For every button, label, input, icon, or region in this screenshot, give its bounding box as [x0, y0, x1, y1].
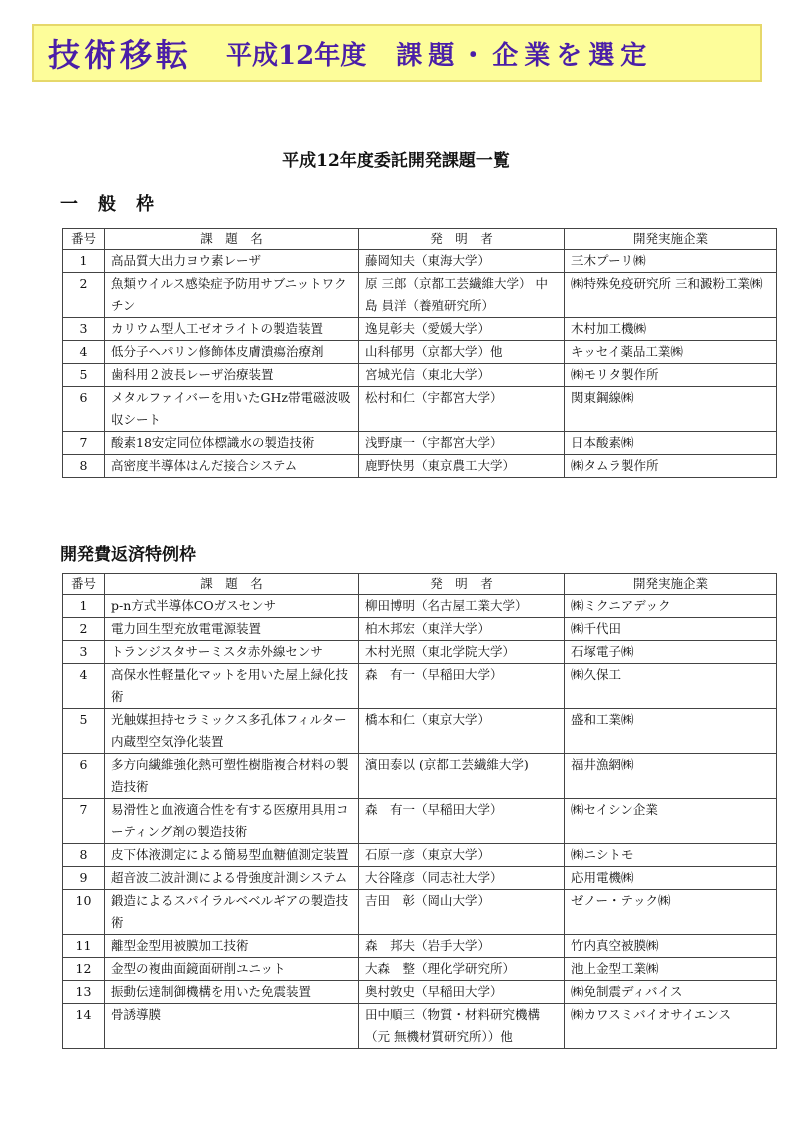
table-row — [63, 387, 777, 432]
row-number: 9 — [63, 867, 105, 890]
section-heading-general: 一般枠 — [60, 194, 174, 215]
row-inventor: 柳田博明（名古屋工業大学） — [359, 595, 565, 618]
row-company: ㈱免制震ディバイス — [565, 981, 777, 1004]
section-heading-repayment: 開発費返済特例枠 — [60, 545, 196, 565]
row-number: 2 — [63, 618, 105, 641]
column-header-number: 番号 — [63, 229, 105, 250]
row-inventor: 濱田泰以 (京都工芸繊維大学) — [359, 754, 565, 799]
row-title: 鍛造によるスパイラルベベルギアの製造技術 — [105, 890, 359, 935]
row-title: カリウム型人工ゼオライトの製造装置 — [105, 318, 359, 341]
row-inventor: 大谷隆彦（同志社大学） — [359, 867, 565, 890]
table-row — [63, 618, 777, 641]
row-company: 池上金型工業㈱ — [565, 958, 777, 981]
row-title: 金型の複曲面鏡面研削ユニット — [105, 958, 359, 981]
document-title: 平成12年度委託開発課題一覧 — [282, 151, 510, 171]
row-inventor: 松村和仁（宇都宮大学） — [359, 387, 565, 432]
table-row — [63, 799, 777, 844]
column-header-company: 開発実施企業 — [565, 574, 777, 595]
row-inventor: 田中順三（物質・材料研究機構（元 無機材質研究所））他 — [359, 1004, 565, 1049]
table-row — [63, 754, 777, 799]
row-number: 5 — [63, 709, 105, 754]
row-title: 多方向繊維強化熱可塑性樹脂複合材料の製造技術 — [105, 754, 359, 799]
row-number: 3 — [63, 641, 105, 664]
table-row — [63, 958, 777, 981]
row-number: 12 — [63, 958, 105, 981]
row-number: 4 — [63, 664, 105, 709]
row-number: 4 — [63, 341, 105, 364]
table-row — [63, 709, 777, 754]
column-header-title: 課 題 名 — [105, 574, 359, 595]
row-inventor: 大森 整（理化学研究所） — [359, 958, 565, 981]
row-number: 5 — [63, 364, 105, 387]
row-number: 10 — [63, 890, 105, 935]
row-title: 超音波二波計測による骨強度計測システム — [105, 867, 359, 890]
table-row — [63, 250, 777, 273]
column-header-inventor: 発 明 者 — [359, 574, 565, 595]
row-company: 盛和工業㈱ — [565, 709, 777, 754]
row-company: 三木プーリ㈱ — [565, 250, 777, 273]
row-title: 骨誘導膜 — [105, 1004, 359, 1049]
row-number: 7 — [63, 432, 105, 455]
row-number: 8 — [63, 844, 105, 867]
table-repayment — [62, 573, 777, 1049]
row-title: 高密度半導体はんだ接合システム — [105, 455, 359, 478]
row-title: 離型金型用被膜加工技術 — [105, 935, 359, 958]
row-company: ㈱特殊免疫研究所 三和澱粉工業㈱ — [565, 273, 777, 318]
row-title: 高品質大出力ヨウ素レーザ — [105, 250, 359, 273]
row-company: 応用電機㈱ — [565, 867, 777, 890]
table-row — [63, 641, 777, 664]
row-title: トランジスタサーミスタ赤外線センサ — [105, 641, 359, 664]
table-row — [63, 595, 777, 618]
row-title: 振動伝達制御機構を用いた免震装置 — [105, 981, 359, 1004]
row-number: 8 — [63, 455, 105, 478]
row-number: 2 — [63, 273, 105, 318]
row-inventor: 宮城光信（東北大学） — [359, 364, 565, 387]
row-title: 歯科用２波長レーザ治療装置 — [105, 364, 359, 387]
row-inventor: 藤岡知夫（東海大学） — [359, 250, 565, 273]
row-number: 1 — [63, 250, 105, 273]
row-company: 福井漁網㈱ — [565, 754, 777, 799]
row-title: メタルファイバーを用いたGHz帯電磁波吸収シート — [105, 387, 359, 432]
row-company: ㈱セイシン企業 — [565, 799, 777, 844]
table-row — [63, 364, 777, 387]
column-header-number: 番号 — [63, 574, 105, 595]
row-title: p-n方式半導体COガスセンサ — [105, 595, 359, 618]
table-row — [63, 455, 777, 478]
header-banner — [32, 24, 762, 82]
row-company: 関東鋼線㈱ — [565, 387, 777, 432]
row-inventor: 原 三郎（京都工芸繊維大学） 中島 員洋（養殖研究所） — [359, 273, 565, 318]
table-row — [63, 432, 777, 455]
row-company: ㈱千代田 — [565, 618, 777, 641]
table-row — [63, 890, 777, 935]
row-inventor: 浅野康一（宇都宮大学） — [359, 432, 565, 455]
table-header-row — [63, 574, 777, 595]
row-inventor: 木村光照（東北学院大学） — [359, 641, 565, 664]
table-header-row — [63, 229, 777, 250]
table-row — [63, 664, 777, 709]
row-company: 日本酸素㈱ — [565, 432, 777, 455]
row-number: 13 — [63, 981, 105, 1004]
row-company: ㈱モリタ製作所 — [565, 364, 777, 387]
row-number: 3 — [63, 318, 105, 341]
table-body-repayment — [63, 595, 777, 1049]
row-inventor: 橋本和仁（東京大学） — [359, 709, 565, 754]
row-inventor: 吉田 彰（岡山大学） — [359, 890, 565, 935]
banner-topic: 課題・企業を選定 — [396, 40, 653, 71]
row-inventor: 逸見彰夫（愛媛大学） — [359, 318, 565, 341]
row-company: 竹内真空被膜㈱ — [565, 935, 777, 958]
row-inventor: 柏木邦宏（東洋大学） — [359, 618, 565, 641]
row-company: ㈱タムラ製作所 — [565, 455, 777, 478]
column-header-inventor: 発 明 者 — [359, 229, 565, 250]
table-body-general — [63, 250, 777, 478]
row-title: 光触媒担持セラミックス多孔体フィルター内蔵型空気浄化装置 — [105, 709, 359, 754]
row-number: 14 — [63, 1004, 105, 1049]
row-company: ㈱カワスミバイオサイエンス — [565, 1004, 777, 1049]
row-company: キッセイ薬品工業㈱ — [565, 341, 777, 364]
row-number: 11 — [63, 935, 105, 958]
row-company: 木村加工機㈱ — [565, 318, 777, 341]
row-inventor: 鹿野快男（東京農工大学） — [359, 455, 565, 478]
banner-year: 平成12年度 — [226, 40, 367, 71]
banner-title: 技術移転 — [48, 36, 193, 74]
column-header-title: 課 題 名 — [105, 229, 359, 250]
table-row — [63, 844, 777, 867]
row-title: 電力回生型充放電電源装置 — [105, 618, 359, 641]
row-number: 6 — [63, 387, 105, 432]
table-row — [63, 981, 777, 1004]
row-title: 高保水性軽量化マットを用いた屋上緑化技術 — [105, 664, 359, 709]
row-company: ㈱久保工 — [565, 664, 777, 709]
row-inventor: 石原一彦（東京大学） — [359, 844, 565, 867]
row-inventor: 森 有一（早稲田大学） — [359, 799, 565, 844]
row-inventor: 山科郁男（京都大学）他 — [359, 341, 565, 364]
row-title: 魚類ウイルス感染症予防用サブニットワクチン — [105, 273, 359, 318]
column-header-company: 開発実施企業 — [565, 229, 777, 250]
row-number: 1 — [63, 595, 105, 618]
row-company: ㈱ニシトモ — [565, 844, 777, 867]
table-row — [63, 1004, 777, 1049]
row-title: 酸素18安定同位体標識水の製造技術 — [105, 432, 359, 455]
row-company: ㈱ミクニアデック — [565, 595, 777, 618]
row-inventor: 森 有一（早稲田大学） — [359, 664, 565, 709]
row-company: 石塚電子㈱ — [565, 641, 777, 664]
table-row — [63, 867, 777, 890]
row-inventor: 奥村敦史（早稲田大学） — [359, 981, 565, 1004]
row-number: 6 — [63, 754, 105, 799]
row-title: 皮下体液測定による簡易型血糖値測定装置 — [105, 844, 359, 867]
row-inventor: 森 邦夫（岩手大学） — [359, 935, 565, 958]
table-row — [63, 318, 777, 341]
table-general — [62, 228, 777, 478]
table-row — [63, 935, 777, 958]
row-title: 低分子ヘパリン修飾体皮膚潰瘍治療剤 — [105, 341, 359, 364]
row-company: ゼノー・テック㈱ — [565, 890, 777, 935]
row-title: 易滑性と血液適合性を有する医療用具用コーティング剤の製造技術 — [105, 799, 359, 844]
table-row — [63, 273, 777, 318]
row-number: 7 — [63, 799, 105, 844]
table-row — [63, 341, 777, 364]
